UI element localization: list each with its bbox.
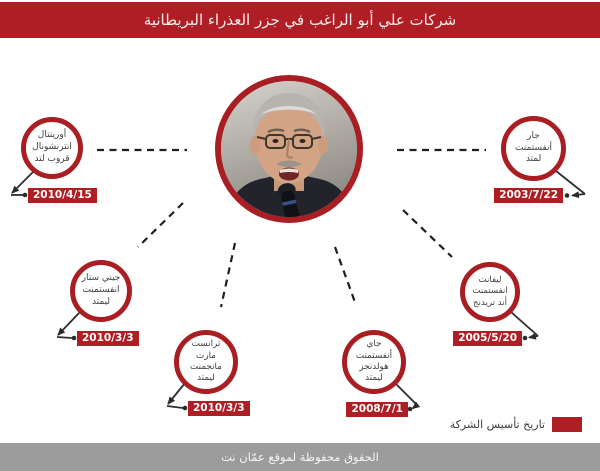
company-name-line: انترنشونال <box>32 142 72 153</box>
founded-date-jar: 2003/7/22 <box>494 188 563 203</box>
company-name-line: أنفستمنت <box>355 350 393 361</box>
founded-date-transit-mart: 2010/3/3 <box>188 401 250 416</box>
company-name-line: مارت <box>196 350 216 361</box>
company-name-line: أورينتال <box>37 130 67 141</box>
company-name-line: هولدنجز <box>359 362 389 372</box>
company-name-line: ليمتد <box>365 373 383 384</box>
legend-color-swatch <box>552 417 582 432</box>
company-name-line: جيني ستار <box>81 273 121 284</box>
founded-date-oriental: 2010/4/15 <box>28 188 97 203</box>
company-name-line: أنفستمنت <box>514 142 553 153</box>
company-name-line: قروب لتد <box>34 153 70 164</box>
founded-date-jay: 2008/7/1 <box>346 402 408 417</box>
company-node-jar <box>501 116 566 181</box>
page-title: شركات علي أبو الراغب في جزر العذراء البريطانية <box>0 2 600 38</box>
company-name-line: جار <box>527 130 540 141</box>
legend-label: تاريخ تأسيس الشركة <box>449 418 545 431</box>
company-node-jay <box>342 330 406 394</box>
company-name-line: ترانست <box>191 339 221 350</box>
company-name-line: انفستمنت <box>82 285 120 296</box>
company-node-jenny-star <box>70 260 132 322</box>
company-name-line: ليفانت <box>478 275 502 286</box>
founded-date-levant: 2005/5/20 <box>453 331 522 346</box>
portrait-photo <box>215 75 363 223</box>
company-node-oriental <box>21 117 83 179</box>
founded-date-jenny-star: 2010/3/3 <box>77 331 139 346</box>
company-name-line: لمتد <box>525 154 542 165</box>
company-node-levant <box>460 262 520 322</box>
portrait-illustration <box>221 81 357 217</box>
company-name-line: انفستمنت <box>472 286 508 297</box>
legend <box>450 417 582 432</box>
company-name-line: مانجمنت <box>190 362 222 372</box>
company-name-line: ليمتد <box>91 296 111 307</box>
company-name-line: أند تريدنج <box>473 297 507 308</box>
company-name-line: ليمتد <box>197 373 215 384</box>
company-name-line: جاي <box>366 339 382 350</box>
company-node-transit-mart <box>174 330 238 394</box>
footer-credit: الحقوق محفوظة لموقع عمّان نت <box>0 443 600 471</box>
